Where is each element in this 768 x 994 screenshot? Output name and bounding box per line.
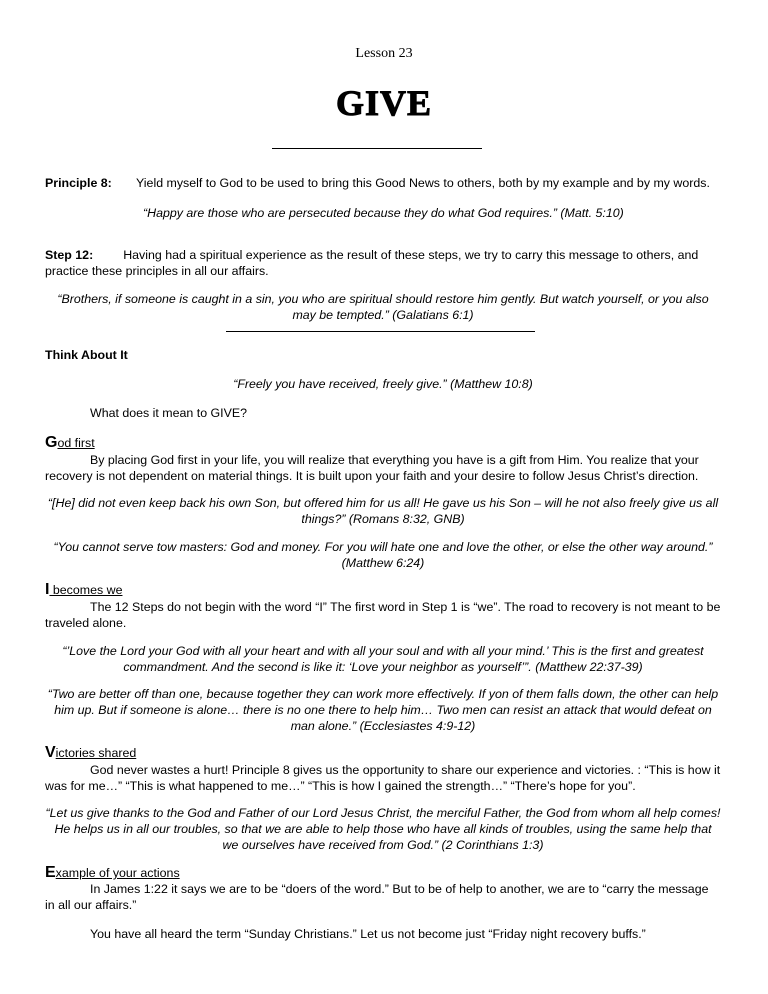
section-heading-i-becomes-we: I becomes we — [45, 581, 123, 598]
i-becomes-we-quote-1: “’Love the Lord your God with all your heart and with all your soul and with all your mind.’ This is the first and greatest commandment. And the second is like it: ‘Love your neighbor as yourself’”. (Matthew 22:37-39) — [62, 644, 704, 674]
step-text: Having had a spiritual experience as the result of these steps, we try to carry this message to others, and practice these principles in all our affairs. — [45, 248, 699, 278]
step-quote: “Brothers, if someone is caught in a sin, you who are spiritual should restore him gently. But watch yourself, or you also may be tempted.” (Galatians 6:1) — [57, 292, 709, 322]
lesson-title: GIVE — [335, 83, 433, 123]
i-becomes-we-body: The 12 Steps do not begin with the word “I” The first word in Step 1 is “we”. The road to recovery is not meant to be traveled alone. — [45, 600, 721, 630]
step-paragraph — [45, 247, 721, 279]
example-body: In James 1:22 it says we are to be “doers of the word.” But to be of help to another, we are to “carry the message in all our affairs.” — [45, 882, 709, 912]
victories-body: God never wastes a hurt! Principle 8 gives us the opportunity to share our experience and victories. : “This is how it was for me…” “This is what happened to me…” “This is how I gained the strength…” “There’s hope for you”. — [45, 763, 721, 793]
think-quote: “Freely you have received, freely give.” (Matthew 10:8) — [233, 377, 533, 391]
i-becomes-we-quote-2: “Two are better off than one, because together they can work more effectively. If yon of them falls down, the other can help him up. But if someone is alone… there is no one there to help him… Two men can resist an attack that would defeat on man alone.” (Ecclesiastes 4:9-12) — [47, 687, 719, 733]
section-heading-god-first: God first — [45, 434, 95, 451]
title-divider — [272, 148, 482, 149]
victories-quote: “Let us give thanks to the God and Father of our Lord Jesus Christ, the merciful Father, the God from whom all help comes! He helps us in all our troubles, so that we are able to help those who have all kinds of troubles, using the same help that we ourselves have received from God.” (2 Corinthians 1:3) — [45, 806, 721, 852]
principle-text: Yield myself to God to be used to bring this Good News to others, both by my example and by my words. — [136, 176, 710, 190]
lesson-number: Lesson 23 — [355, 46, 413, 61]
section-heading-victories: Victories shared — [45, 744, 137, 761]
example-body-2: You have all heard the term “Sunday Christians.” Let us not become just “Friday night recovery buffs.” — [90, 927, 646, 941]
god-first-quote-1: “[He] did not even keep back his own Son, but offered him for us all! He gave us his Son – will he not also freely give us all things?” (Romans 8:32, GNB) — [47, 496, 719, 526]
think-heading: Think About It — [45, 348, 128, 362]
step-divider — [226, 331, 535, 332]
principle-label: Principle 8: — [45, 176, 112, 190]
principle-quote: “Happy are those who are persecuted because they do what God requires.” (Matt. 5:10) — [143, 206, 624, 220]
god-first-body: By placing God first in your life, you will realize that everything you have is a gift from Him. You realize that your recovery is not dependent on material things. It is built upon your faith and your desire to follow Jesus Christ’s direction. — [45, 453, 699, 483]
god-first-quote-2: “You cannot serve tow masters: God and money. For you will hate one and love the other, or else the other way around.” (Matthew 6:24) — [53, 540, 713, 570]
think-question: What does it mean to GIVE? — [90, 406, 248, 420]
section-heading-example: Example of your actions — [45, 864, 180, 881]
step-label: Step 12: — [45, 248, 94, 262]
